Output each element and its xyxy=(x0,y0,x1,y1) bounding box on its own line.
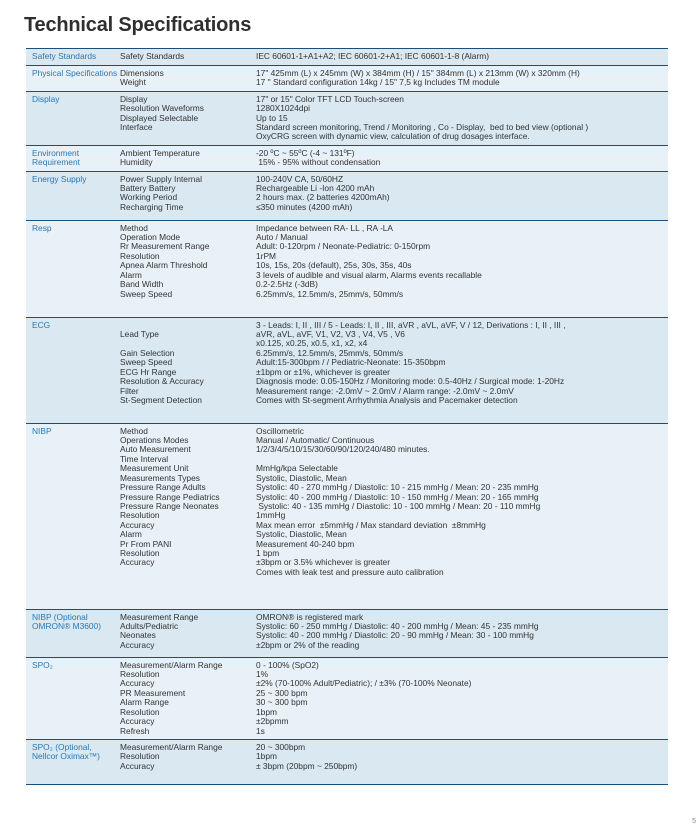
param-value: Adult: 0-120rpm / Neonate-Pediatric: 0-150rpm xyxy=(256,241,431,252)
param-label: Accuracy xyxy=(120,557,155,568)
section-params xyxy=(118,740,252,784)
param-label: Ambient Temperature xyxy=(120,147,200,158)
param-label: Rr Measurement Range xyxy=(120,241,210,252)
param-value: 1/2/3/4/5/10/15/30/60/90/120/240/480 minutes. xyxy=(256,444,430,455)
param-value: 30 ~ 300 bpm xyxy=(256,697,308,708)
param-label: Lead Type xyxy=(120,329,159,340)
param-value: x0.125, x0.25, x0.5, x1, x2, x4 xyxy=(256,338,368,349)
param-value: 3 - Leads: I, II , III / 5 - Leads: I, II , III, aVR , aVL, aVF, V / 12, Derivations : I, II , III , xyxy=(256,319,566,330)
param-label: Alarm Range xyxy=(120,697,169,708)
param-value: Systolic, Diastolic, Mean xyxy=(256,529,347,540)
param-label: Adults/Pediatric xyxy=(120,621,179,632)
section-values xyxy=(252,424,668,609)
param-label: Safety Standards xyxy=(120,51,185,61)
param-label: PR Measurement xyxy=(120,687,186,698)
param-label: Power Supply Internal xyxy=(120,173,202,184)
param-value: IEC 60601-1+A1+A2; IEC 60601-2+A1; IEC 60601-1-8 (Alarm) xyxy=(256,51,490,61)
param-label: Resolution & Accuracy xyxy=(120,376,204,387)
param-value: ± 3bpm (20bpm ~ 250bpm) xyxy=(256,760,358,771)
param-label: Battery Battery xyxy=(120,183,176,194)
section-params xyxy=(118,66,252,91)
spec-section xyxy=(26,48,668,65)
section-values xyxy=(252,740,668,784)
param-value: Max mean error ±5mmHg / Max standard deviation ±8mmHg xyxy=(256,519,486,530)
param-value: ±2% (70-100% Adult/Pediatric); / ±3% (70-100% Neonate) xyxy=(256,678,472,689)
param-label: Resolution Waveforms xyxy=(120,103,204,114)
param-value: 1s xyxy=(256,725,265,736)
param-value: ≤350 minutes (4200 mAh) xyxy=(256,201,353,212)
param-value: Up to 15 xyxy=(256,112,288,123)
param-label: Accuracy xyxy=(120,760,155,771)
param-value: Comes with St-segment Arrhythmia Analysis and Pacemaker detection xyxy=(256,394,518,405)
section-name: Safety Standards xyxy=(32,51,97,61)
param-label: Operations Modes xyxy=(120,435,189,446)
page-title: Technical Specifications xyxy=(24,14,252,36)
param-label: Resolution xyxy=(120,669,160,680)
param-label: Alarm xyxy=(120,529,142,540)
section-params xyxy=(118,424,252,609)
param-label: Pressure Range Pediatrics xyxy=(120,491,220,502)
param-value: 1bpm xyxy=(256,751,277,762)
param-value: 1bpm xyxy=(256,706,277,717)
param-value: Measurement 40-240 bpm xyxy=(256,538,355,549)
param-label: Display xyxy=(120,93,148,104)
param-label: Measurement/Alarm Range xyxy=(120,659,223,670)
param-label: Auto Measurement xyxy=(120,444,191,455)
param-value: Impedance between RA- LL , RA -LA xyxy=(256,222,394,233)
spec-section xyxy=(26,145,668,171)
section-name: Resp xyxy=(32,222,52,233)
param-label: Band Width xyxy=(120,279,164,290)
section-params xyxy=(118,318,252,423)
param-value: 0 - 100% (SpO2) xyxy=(256,659,319,670)
param-value: ±1bpm or ±1%, whichever is greater xyxy=(256,366,390,377)
section-name: NIBP xyxy=(32,425,52,436)
param-label: Refresh xyxy=(120,725,150,736)
section-values xyxy=(252,92,668,145)
param-label: Displayed Selectable xyxy=(120,112,199,123)
section-params xyxy=(118,92,252,145)
param-label: Measurement Range xyxy=(120,611,199,622)
section-values xyxy=(252,49,668,65)
param-value: 6.25mm/s, 12.5mm/s, 25mm/s, 50mm/s xyxy=(256,288,404,299)
param-value: 1rPM xyxy=(256,250,277,261)
param-label: Dimensions xyxy=(120,68,164,78)
param-value: 10s, 15s, 20s (default), 25s, 30s, 35s, 40s xyxy=(256,260,412,271)
param-value: Auto / Manual xyxy=(256,232,308,243)
param-value: 1280X1024dpi xyxy=(256,103,311,114)
param-value: 3 levels of audible and visual alarm, Alarms events recallable xyxy=(256,269,482,280)
param-value: 17" 425mm (L) x 245mm (W) x 384mm (H) / 15" 384mm (L) x 213mm (W) x 320mm (H) xyxy=(256,68,580,78)
param-label: Sweep Speed xyxy=(120,357,173,368)
param-value: Comes with leak test and pressure auto calibration xyxy=(256,566,444,577)
section-params xyxy=(118,221,252,317)
param-label: Humidity xyxy=(120,157,153,168)
spec-section xyxy=(26,657,668,739)
section-name: Physical Specifications xyxy=(32,68,118,78)
param-value: OxyCRG screen with dynamic view, calculation of drug dosages interface. xyxy=(256,131,530,142)
param-label: Sweep Speed xyxy=(120,288,173,299)
section-values xyxy=(252,172,668,220)
param-label: Resolution xyxy=(120,510,160,521)
param-value: 6.25mm/s, 12.5mm/s, 25mm/s, 50mm/s xyxy=(256,347,404,358)
param-label: Pr From PANI xyxy=(120,538,172,549)
param-value: ±3bpm or 3.5% whichever is greater xyxy=(256,557,391,568)
param-value: Rechargeable Li -Ion 4200 mAh xyxy=(256,183,375,194)
param-label: Resolution xyxy=(120,706,160,717)
param-label: Weight xyxy=(120,77,146,88)
section-values xyxy=(252,66,668,91)
spec-section xyxy=(26,317,668,423)
param-label: Pressure Range Neonates xyxy=(120,500,219,511)
param-value: 17" or 15" Color TFT LCD Touch-screen xyxy=(256,93,404,104)
param-label: Measurement Unit xyxy=(120,463,189,474)
spec-section xyxy=(26,65,668,91)
section-params xyxy=(118,49,252,65)
param-value: aVR, aVL, aVF, V1, V2, V3 , V4, V5 , V6 xyxy=(256,329,405,340)
param-value: OMRON® is registered mark xyxy=(256,611,364,622)
param-value: Oscillometric xyxy=(256,425,304,436)
param-value: 0.2-2.5Hz (-3dB) xyxy=(256,279,318,290)
param-value: Systolic: 40 - 200 mmHg / Diastolic: 20 - 90 mmHg / Mean: 30 - 100 mmHg xyxy=(256,630,534,641)
spec-section xyxy=(26,423,668,609)
param-label: Filter xyxy=(120,385,139,396)
param-label: St-Segment Detection xyxy=(120,394,202,405)
section-values xyxy=(252,610,668,657)
spec-section xyxy=(26,220,668,317)
param-value: 17 " Standard configuration 14kg / 15" 7,5 kg Includes TM module xyxy=(256,77,500,88)
param-value: Systolic, Diastolic, Mean xyxy=(256,472,347,483)
param-label: Neonates xyxy=(120,630,156,641)
param-label: Alarm xyxy=(120,269,142,280)
param-label: Accuracy xyxy=(120,716,155,727)
param-label: Method xyxy=(120,425,148,436)
param-label: Accuracy xyxy=(120,519,155,530)
section-values xyxy=(252,318,668,423)
param-label: Measurements Types xyxy=(120,472,200,483)
param-label: ECG Hr Range xyxy=(120,366,177,377)
section-values xyxy=(252,658,668,739)
param-label: Resolution xyxy=(120,751,160,762)
spec-section xyxy=(26,91,668,145)
param-value: Systolic: 40 - 270 mmHg / Diastolic: 10 - 215 mmHg / Mean: 20 - 235 mmHg xyxy=(256,482,539,493)
param-label: Resolution xyxy=(120,547,160,558)
param-value: 1% xyxy=(256,669,269,680)
param-value: Standard screen monitoring, Trend / Monitoring , Co - Display, bed to bed view (optional ) xyxy=(256,122,589,133)
param-label: Accuracy xyxy=(120,678,155,689)
param-value: Systolic: 40 - 135 mmHg / Diastolic: 10 - 100 mmHg / Mean: 20 - 110 mmHg xyxy=(256,500,541,511)
section-name: NIBP (Optional OMRON® M3600) xyxy=(32,611,101,632)
param-value: Adult:15-300bpm / / Pediatric-Neonate: 15-350bpm xyxy=(256,357,446,368)
param-value: Systolic: 60 - 250 mmHg / Diastolic: 40 - 200 mmHg / Mean: 45 - 235 mmHg xyxy=(256,621,539,632)
section-values xyxy=(252,146,668,171)
param-value: -20 ºC ~ 55ºC (-4 ~ 131ºF) xyxy=(256,147,355,158)
param-label: Working Period xyxy=(120,192,178,203)
param-value: 100-240V CA, 50/60HZ xyxy=(256,173,344,184)
param-label: Gain Selection xyxy=(120,347,175,358)
param-value: 1mmHg xyxy=(256,510,286,521)
param-value: 2 hours max. (2 batteries 4200mAh) xyxy=(256,192,390,203)
section-values xyxy=(252,221,668,317)
spec-section xyxy=(26,171,668,220)
param-label: Interface xyxy=(120,122,153,133)
param-label: Time Interval xyxy=(120,453,169,464)
param-value: Diagnosis mode: 0.05-150Hz / Monitoring mode: 0.5-40Hz / Surgical mode: 1-20Hz xyxy=(256,376,565,387)
param-value: 1 bpm xyxy=(256,547,280,558)
param-label: Operation Mode xyxy=(120,232,181,243)
section-name: Display xyxy=(32,93,60,104)
spec-section xyxy=(26,739,668,785)
param-label: Method xyxy=(120,222,148,233)
section-name: Environment Requirement xyxy=(32,147,80,168)
section-params xyxy=(118,146,252,171)
section-name: ECG xyxy=(32,319,51,330)
param-label: Measurement/Alarm Range xyxy=(120,741,223,752)
section-name: SPO₂ (Optional, Nellcor Oximax™) xyxy=(32,741,100,762)
section-params xyxy=(118,610,252,657)
param-label: Pressure Range Adults xyxy=(120,482,206,493)
param-label: Apnea Alarm Threshold xyxy=(120,260,208,271)
param-label: Accuracy xyxy=(120,639,155,650)
page-number: 5 xyxy=(692,818,696,825)
param-value: 25 ~ 300 bpm xyxy=(256,687,308,698)
param-label: Recharging Time xyxy=(120,201,184,212)
spec-table xyxy=(26,48,668,785)
section-name: Energy Supply xyxy=(32,173,87,184)
section-name: SPO₂ xyxy=(32,659,53,670)
section-params xyxy=(118,658,252,739)
param-value: Measurement range: -2.0mV ~ 2.0mV / Alarm range: -2.0mV ~ 2.0mV xyxy=(256,385,514,396)
param-value: Manual / Automatic/ Continuous xyxy=(256,435,375,446)
param-value: 15% - 95% without condensation xyxy=(256,157,381,168)
param-label: Resolution xyxy=(120,250,160,261)
param-value: 20 ~ 300bpm xyxy=(256,741,306,752)
section-params xyxy=(118,172,252,220)
param-value: Systolic: 40 - 200 mmHg / Diastolic: 10 - 150 mmHg / Mean: 20 - 165 mmHg xyxy=(256,491,539,502)
param-value: ±2bpm or 2% of the reading xyxy=(256,639,360,650)
param-value: ±2bpmm xyxy=(256,716,289,727)
param-value: MmHg/kpa Selectable xyxy=(256,463,338,474)
spec-section xyxy=(26,609,668,657)
